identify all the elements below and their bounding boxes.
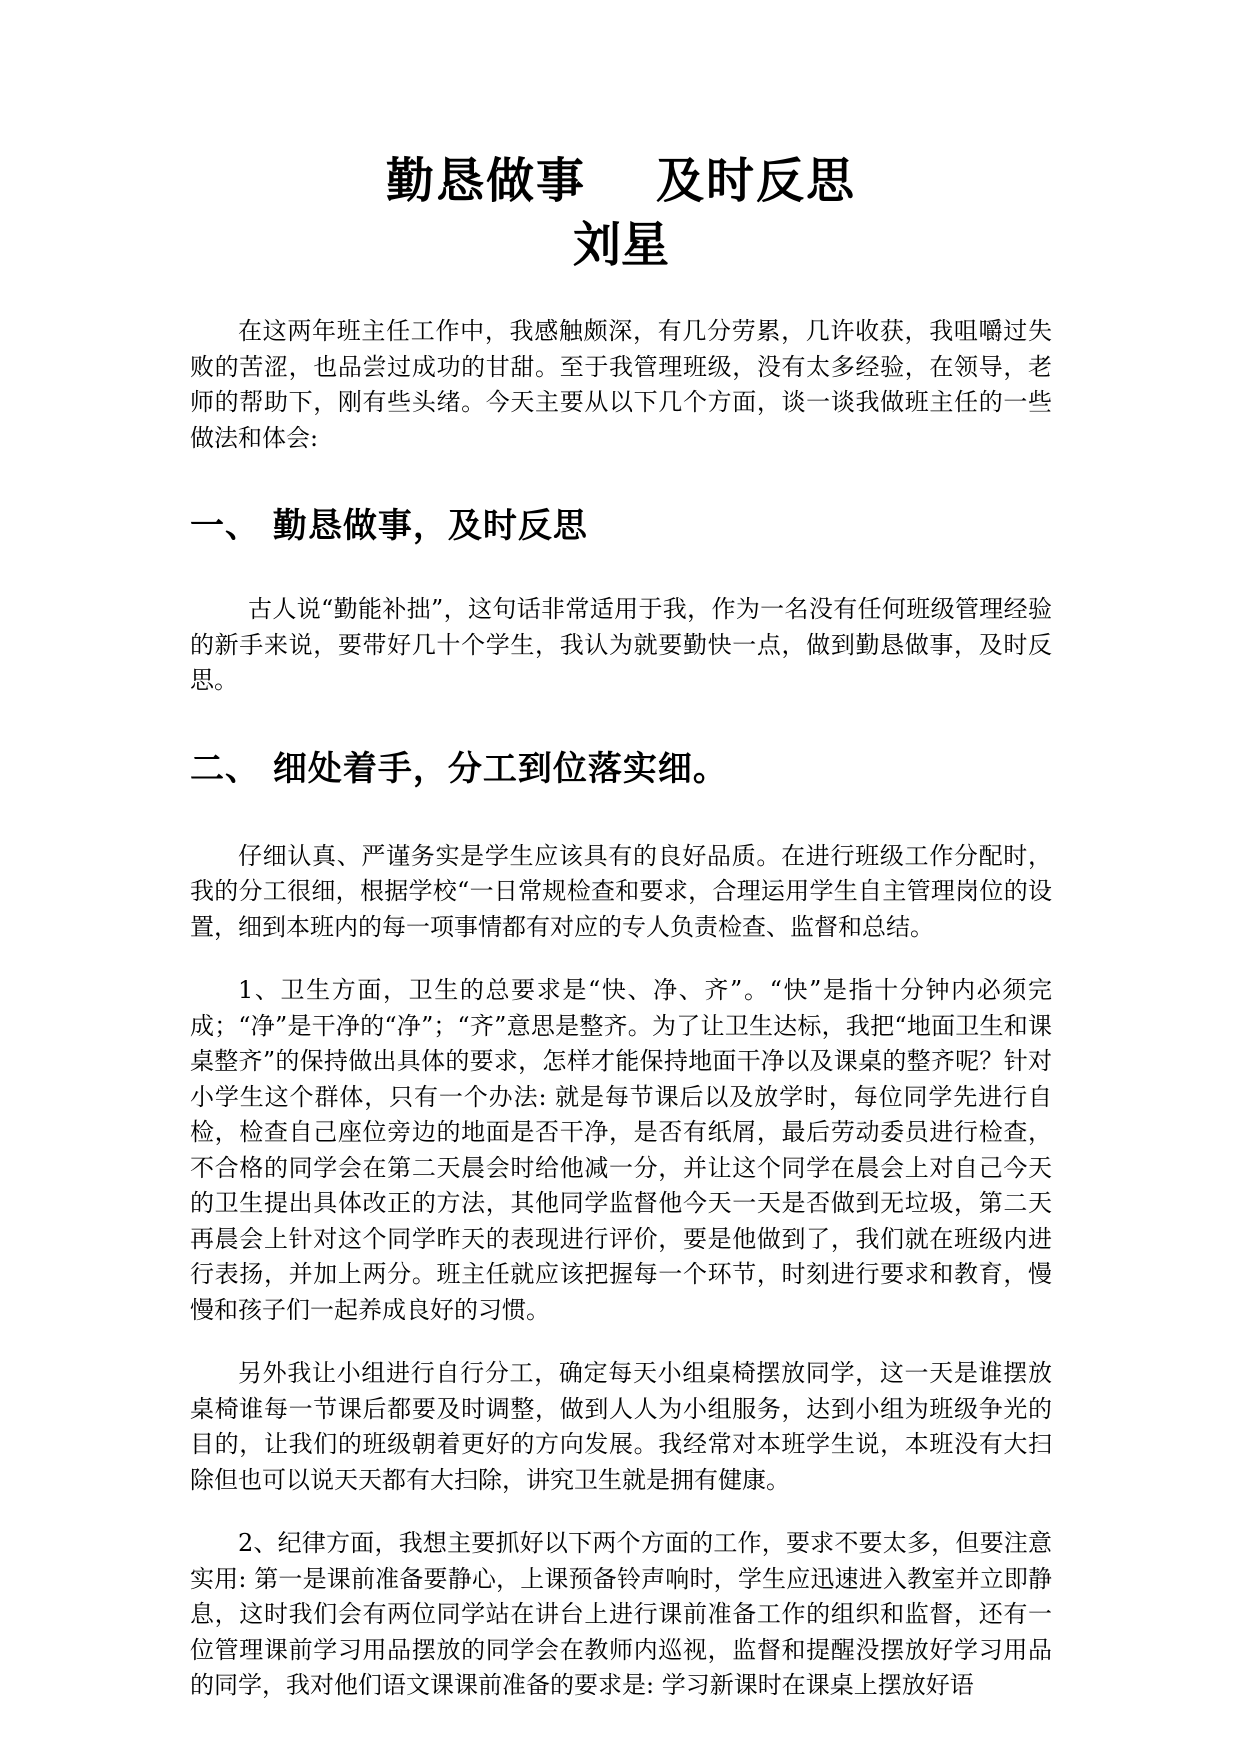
title-part-1: 勤恳做事: [385, 153, 586, 209]
section-2-paragraph-hygiene: 1、卫生方面，卫生的总要求是“快、净、齐”。“快”是指十分钟内必须完成；“净”是干净的“净”；“齐”意思是整齐。为了让卫生达标，我把“地面卫生和课桌整齐”的保持做出具体的要求，怎样才能保持地面干净以及课桌的整齐呢？针对小学生这个群体，只有一个办法: 就是每节课后以及放学时，每位同学先进行自检，检查自己座位旁边的地面是否干净，是否有纸屑，最后劳动委员进行检查，不合格的同学会在第二天晨会时给他减一分，并让这个同学在晨会上对自己今天的卫生提出具体改正的方法，其他同学监督他今天一天是否做到无垃圾，第二天再晨会上针对这个同学昨天的表现进行评价，要是他做到了，我们就在班级内进行表扬，并加上两分。班主任就应该把握每一个环节，时刻进行要求和教育，慢慢和孩子们一起养成良好的习惯。: [190, 976, 1052, 1324]
title-part-2: 及时反思: [656, 153, 857, 209]
intro-paragraph: 在这两年班主任工作中，我感触颇深，有几分劳累，几许收获，我咀嚼过失败的苦涩，也品尝过成功的甘甜。至于我管理班级，没有太多经验，在领导，老师的帮助下，刚有些头绪。今天主要从以下几个方面，谈一谈我做班主任的一些做法和体会:: [190, 317, 1052, 452]
section-2-paragraph-1: 仔细认真、严谨务实是学生应该具有的良好品质。在进行班级工作分配时，我的分工很细，根据学校“一日常规检查和要求，合理运用学生自主管理岗位的设置，细到本班内的每一项事情都有对应的专人负责检查、监督和总结。: [190, 841, 1052, 941]
section-2-paragraph-groups: 另外我让小组进行自行分工，确定每天小组桌椅摆放同学，这一天是谁摆放桌椅谁每一节课后都要及时调整，做到人人为小组服务，达到小组为班级争光的目的，让我们的班级朝着更好的方向发展。我经常对本班学生说，本班没有大扫除但也可以说天天都有大扫除，讲究卫生就是拥有健康。: [190, 1359, 1052, 1494]
section-2-paragraph-discipline: 2、纪律方面，我想主要抓好以下两个方面的工作，要求不要太多，但要注意实用: 第一是课前准备要静心，上课预备铃声响时，学生应迅速进入教室并立即静息，这时我们会有两位同学站在讲台上进行课前准备工作的组织和监督，还有一位管理课前学习用品摆放的同学会在教师内巡视，监督和提醒没摆放好学习用品的同学，我对他们语文课课前准备的要求是: 学习新课时在课桌上摆放好语: [190, 1529, 1052, 1699]
author-name: 刘星: [572, 217, 669, 273]
document-page: [190, 150, 1052, 1704]
section-1-heading: 一、 勤恳做事，及时反思: [190, 506, 588, 546]
document-title: [190, 150, 1052, 212]
section-2-heading: 二、 细处着手，分工到位落实细。: [190, 748, 728, 789]
section-1-paragraph: 古人说“勤能补拙”，这句话非常适用于我，作为一名没有任何班级管理经验的新手来说，要带好几十个学生，我认为就要勤快一点，做到勤恳做事，及时反思。: [190, 595, 1052, 694]
